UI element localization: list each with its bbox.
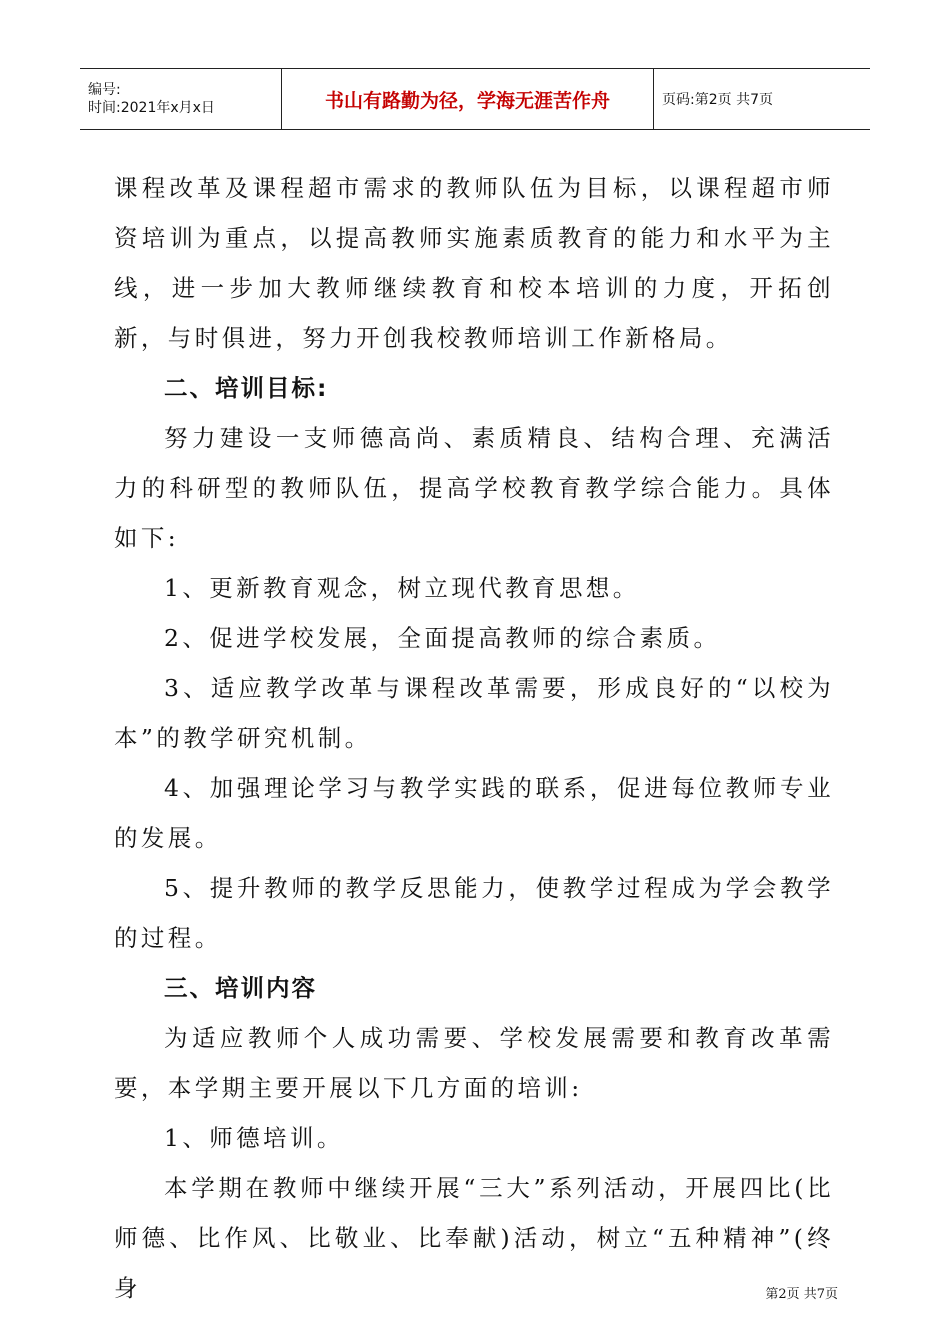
paragraph-goals: 努力建设一支师德高尚、素质精良、结构合理、充满活力的科研型的教师队伍，提高学校教育教学综合能力。具体如下: <box>114 424 834 552</box>
goal-item-4: 4、加强理论学习与教学实践的联系，促进每位教师专业的发展。 <box>114 774 834 852</box>
document-header <box>80 68 870 130</box>
page-footer <box>765 1283 838 1302</box>
document-time-label: 时间:2021年x月x日 <box>88 100 215 116</box>
document-body <box>114 163 834 1313</box>
header-motto <box>282 69 654 129</box>
goal-item-5: 5、提升教师的教学反思能力，使教学过程成为学会教学的过程。 <box>114 874 834 952</box>
header-page-number: 页码:第2页 共7页 <box>662 92 773 108</box>
footer-page-number: 第2页 共7页 <box>765 1287 838 1302</box>
section-heading-training-goals: 二、培训目标: <box>164 374 329 402</box>
motto-text: 书山有路勤为径，学海无涯苦作舟 <box>324 89 610 112</box>
content-item-1: 1、师德培训。 <box>164 1124 344 1152</box>
paragraph-content-intro: 为适应教师个人成功需要、学校发展需要和教育改革需要，本学期主要开展以下几方面的培训: <box>114 1024 834 1102</box>
header-meta <box>80 69 282 129</box>
paragraph-ethics-training: 本学期在教师中继续开展“三大”系列活动，开展四比(比师德、比作风、比敬业、比奉献)活动，树立“五种精神”(终身 <box>114 1174 834 1302</box>
goal-item-2: 2、促进学校发展，全面提高教师的综合素质。 <box>164 624 721 652</box>
goal-item-3: 3、适应教学改革与课程改革需要，形成良好的“以校为本”的教学研究机制。 <box>114 674 834 752</box>
header-page <box>654 69 870 129</box>
paragraph-intro-continuation: 课程改革及课程超市需求的教师队伍为目标，以课程超市师资培训为重点，以提高教师实施素质教育的能力和水平为主线，进一步加大教师继续教育和校本培训的力度，开拓创新，与时俱进，努力开创我校教师培训工作新格局。 <box>114 174 834 352</box>
document-number-label: 编号: <box>88 82 121 98</box>
goal-item-1: 1、更新教育观念，树立现代教育思想。 <box>164 574 640 602</box>
section-heading-training-content: 三、培训内容 <box>164 974 317 1002</box>
